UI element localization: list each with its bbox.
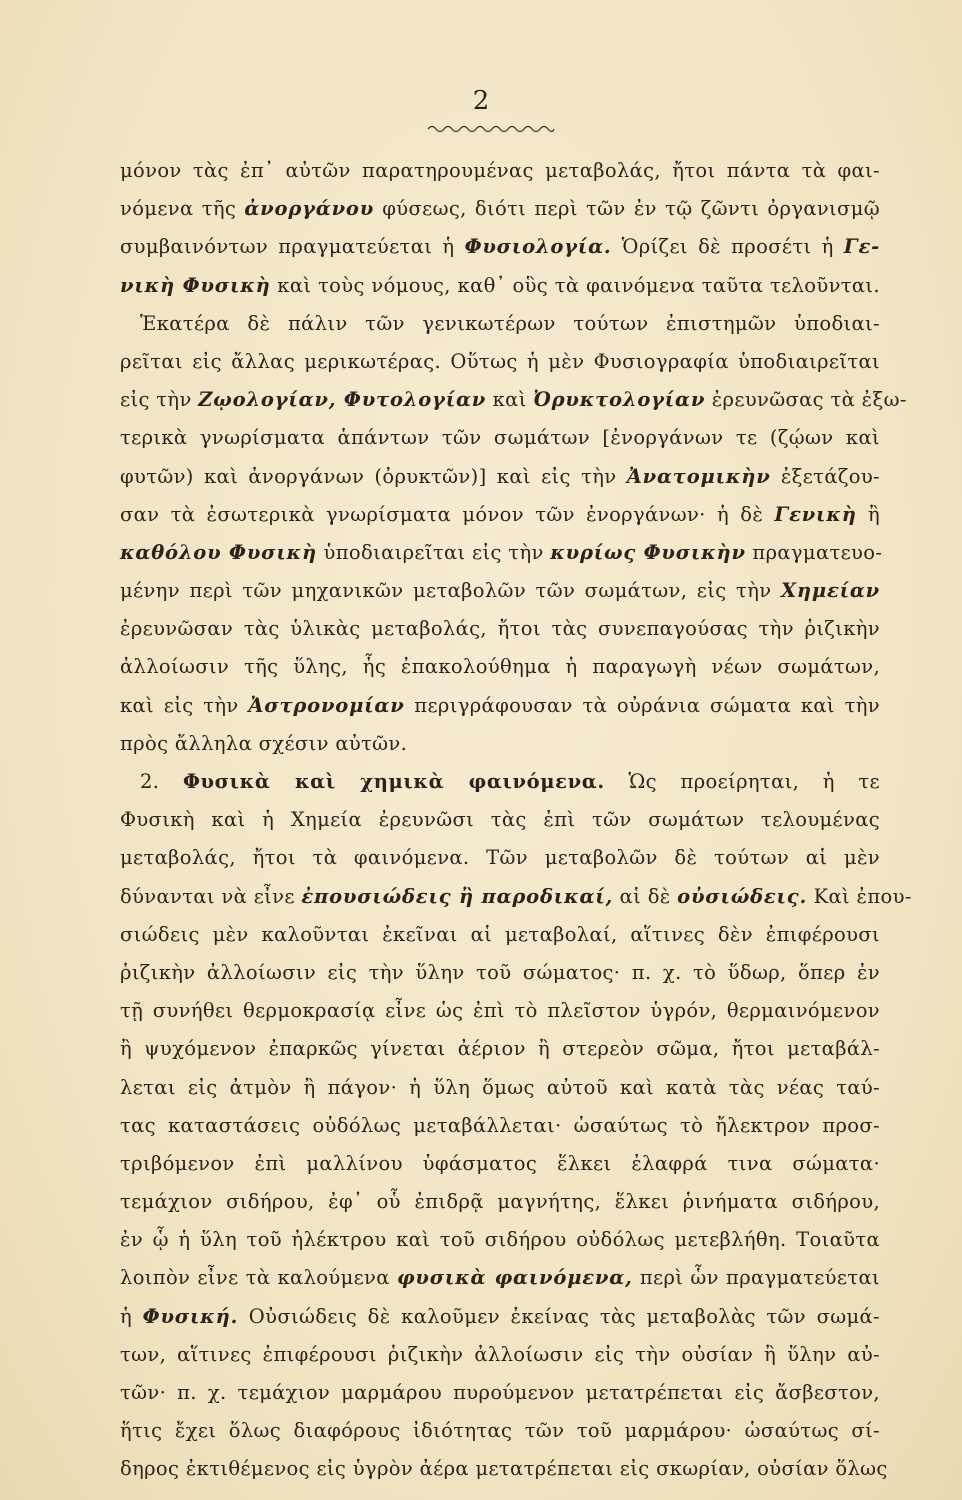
- emphasis-term: ἀνοργάνου: [244, 197, 375, 221]
- text-run: περιγράφουσαν τὰ οὐράνια σώματα καὶ τὴν: [404, 693, 880, 717]
- text-line: [120, 1030, 880, 1068]
- text-run: δύνανται νὰ εἶνε: [120, 884, 302, 908]
- page-number: 2: [472, 86, 490, 116]
- emphasis-term: Ὀρυκτολογίαν: [533, 388, 706, 412]
- text-line: [120, 916, 880, 954]
- text-run: των, αἵτινες ἐπιφέρουσι ῥιζικὴν ἀλλοίωσιν εἰς τὴν οὐσίαν ἢ ὕλην αὐ-: [120, 1342, 880, 1366]
- text-line: [120, 458, 880, 496]
- text-run: τῇ συνήθει θερμοκρασίᾳ εἶνε ὡς ἐπὶ τὸ πλεῖστον ὑγρόν, θερμαινόμενον: [120, 999, 880, 1023]
- text-line: [120, 763, 880, 801]
- text-run: σαν τὰ ἐσωτερικὰ γνωρίσματα μόνον τῶν ἐνοργάνων· ἡ δὲ: [120, 502, 775, 526]
- text-line: [120, 1183, 880, 1221]
- text-line: [120, 572, 880, 610]
- text-line: [120, 610, 880, 648]
- text-run: ἥτις ἔχει ὅλως διαφόρους ἰδιότητας τῶν τοῦ μαρμάρου· ὡσαύτως σί-: [120, 1419, 880, 1443]
- text-run: λεται εἰς ἀτμὸν ἢ πάγον· ἡ ὕλη ὅμως αὐτοῦ καὶ κατὰ τὰς νέας ταύ-: [120, 1075, 880, 1099]
- text-run: σιώδεις μὲν καλοῦνται ἐκεῖναι αἱ μεταβολαί, αἵτινες δὲν ἐπιφέρουσι: [120, 922, 880, 946]
- text-line: [120, 496, 880, 534]
- emphasis-term: ἐπουσιώδεις ἢ παροδικαί,: [301, 884, 614, 908]
- text-line: [120, 992, 880, 1030]
- text-run: λοιπὸν εἶνε τὰ καλούμενα: [120, 1266, 397, 1290]
- text-run: τεμάχιον σιδήρου, ἐφ᾽ οὗ ἐπιδρᾷ μαγνήτης, ἕλκει ῥινήματα σιδήρου,: [120, 1190, 880, 1214]
- emphasis-term: Γενικὴ: [774, 502, 857, 526]
- text-run: καὶ εἰς τὴν: [120, 693, 249, 717]
- text-run: μεταβολάς, ἤτοι τὰ φαινόμενα. Τῶν μεταβολῶν δὲ τούτων αἱ μὲν: [120, 846, 880, 870]
- text-line: [120, 687, 880, 725]
- text-run: ρεῖται εἰς ἄλλας μερικωτέρας. Οὕτως ἡ μὲν Φυσιογραφία ὑποδιαιρεῖται: [120, 349, 880, 373]
- text-run: μόνον τὰς ἐπ᾽ αὐτῶν παρατηρουμένας μεταβολάς, ἤτοι πάντα τὰ φαι-: [120, 159, 880, 182]
- text-line: [120, 1336, 880, 1374]
- text-line: [120, 1450, 888, 1488]
- text-line: [120, 954, 880, 992]
- emphasis-term: Φυσική.: [142, 1304, 239, 1328]
- text-run: μένην περὶ τῶν μηχανικῶν μεταβολῶν τῶν σωμάτων, εἰς τὴν: [120, 579, 781, 603]
- text-line: [120, 1259, 880, 1297]
- text-line: [120, 267, 880, 305]
- text-run: ὑποδιαιρεῖται εἰς τὴν: [316, 540, 551, 564]
- emphasis-term: κυρίως Φυσικὴν: [550, 540, 746, 564]
- text-line: [120, 648, 880, 686]
- text-line: [120, 1069, 880, 1107]
- text-run: ἢ: [856, 502, 880, 526]
- text-run: 2.: [140, 770, 183, 793]
- emphasis-term: Ἀστρονομίαν: [248, 693, 405, 717]
- text-line: [120, 343, 880, 381]
- text-run: Φυσικὴ καὶ ἡ Χημεία ἐρευνῶσι τὰς ἐπὶ τῶν σωμάτων τελουμένας: [120, 808, 880, 832]
- text-run: πραγματευο-: [745, 540, 883, 564]
- text-line: [120, 305, 880, 343]
- text-line: [120, 1298, 880, 1336]
- text-run: Οὐσιώδεις δὲ καλοῦμεν ἐκείνας τὰς μεταβολὰς τῶν σωμά-: [238, 1304, 880, 1328]
- text-line: [120, 725, 880, 763]
- text-line: [120, 228, 880, 266]
- wavy-rule-ornament: [426, 122, 556, 136]
- text-line: [120, 534, 883, 572]
- body-text: [120, 152, 912, 1489]
- text-run: πρὸς ἄλληλα σχέσιν αὐτῶν.: [120, 731, 408, 755]
- emphasis-term: φυσικὰ φαινόμενα,: [396, 1266, 633, 1290]
- text-line: [120, 190, 880, 228]
- text-run: Καὶ ἐπου-: [807, 884, 912, 908]
- text-run: καὶ τοὺς νόμους, καθ᾽ οὓς τὰ φαινόμενα ταῦτα τελοῦνται.: [270, 273, 880, 297]
- text-run: τας καταστάσεις οὐδόλως μεταβάλλεται· ὡσαύτως τὸ ἤλεκτρον προσ-: [120, 1113, 880, 1137]
- text-line: [120, 381, 907, 419]
- text-run: τῶν· π. χ. τεμάχιον μαρμάρου πυρούμενον μετατρέπεται εἰς ἄσβεστον,: [120, 1381, 880, 1404]
- text-run: τερικὰ γνωρίσματα ἁπάντων τῶν σωμάτων [ἐνοργάνων τε (ζῴων καὶ: [120, 426, 880, 450]
- text-run: ῥιζικὴν ἀλλοίωσιν εἰς τὴν ὕλην τοῦ σώματος· π. χ. τὸ ὕδωρ, ὅπερ ἐν: [120, 960, 880, 984]
- text-run: ἐξετάζου-: [770, 464, 880, 488]
- text-run: καὶ: [486, 388, 534, 412]
- emphasis-term: Ζῳολογίαν, Φυτολογίαν: [198, 388, 487, 412]
- emphasis-term: Χημείαν: [780, 579, 880, 603]
- emphasis-term: Ἀνατομικὴν: [626, 464, 771, 488]
- text-line: [120, 1107, 880, 1145]
- text-run: Ἑκατέρα δὲ πάλιν τῶν γενικωτέρων τούτων ἐπιστημῶν ὑποδιαι-: [140, 311, 880, 335]
- text-run: ἡ: [120, 1304, 143, 1328]
- text-line: [120, 1374, 880, 1412]
- text-run: εἰς τὴν: [120, 388, 199, 412]
- text-run: Ὡς προείρηται, ἡ τε: [604, 770, 880, 793]
- emphasis-term: καθόλου Φυσικὴ: [120, 540, 317, 564]
- emphasis-term: Γε-: [843, 235, 880, 259]
- emphasis-term: νικὴ Φυσικὴ: [120, 273, 271, 297]
- text-line: [120, 1145, 880, 1183]
- text-run: Ὁρίζει δὲ προσέτι ἡ: [611, 235, 844, 259]
- emphasis-term: Φυσιολογία.: [464, 235, 612, 259]
- text-run: ἐρευνῶσας τὰ ἐξω-: [705, 388, 907, 412]
- text-run: ἐν ᾧ ἡ ὕλη τοῦ ἠλέκτρου καὶ τοῦ σιδήρου οὐδόλως μετεβλήθη. Τοιαῦτα: [120, 1228, 880, 1252]
- text-line: [120, 839, 880, 877]
- text-line: [120, 419, 880, 457]
- text-line: [120, 1412, 880, 1450]
- text-run: ἀλλοίωσιν τῆς ὕλης, ἧς ἐπακολούθημα ἡ παραγωγὴ νέων σωμάτων,: [120, 655, 880, 679]
- text-run: περὶ ὧν πραγματεύεται: [632, 1266, 880, 1290]
- emphasis-term: οὐσιώδεις.: [677, 884, 808, 908]
- text-run: φύσεως, διότι περὶ τῶν ἐν τῷ ζῶντι ὀργανισμῷ: [374, 197, 880, 221]
- text-run: συμβαινόντων πραγματεύεται ἡ: [120, 235, 465, 259]
- text-run: αἱ δὲ: [613, 884, 678, 908]
- text-line: [120, 801, 880, 839]
- text-run: φυτῶν) καὶ ἀνοργάνων (ὀρυκτῶν)] καὶ εἰς τὴν: [120, 464, 627, 488]
- text-line: [120, 152, 880, 190]
- section-heading: Φυσικὰ καὶ χημικὰ φαινόμενα.: [182, 770, 605, 793]
- text-run: τριβόμενον ἐπὶ μαλλίνου ὑφάσματος ἕλκει ἐλαφρά τινα σώματα·: [120, 1151, 880, 1175]
- text-run: νόμενα τῆς: [120, 197, 245, 221]
- text-line: [120, 1221, 880, 1259]
- text-run: ἢ ψυχόμενον ἐπαρκῶς γίνεται ἀέριον ἢ στερεὸν σῶμα, ἤτοι μεταβάλ-: [120, 1037, 880, 1061]
- text-run: δηρος ἐκτιθέμενος εἰς ὑγρὸν ἀέρα μετατρέπεται εἰς σκωρίαν, οὐσίαν ὅλως: [120, 1457, 888, 1481]
- text-run: ἐρευνῶσαν τὰς ὑλικὰς μεταβολάς, ἤτοι τὰς συνεπαγούσας τὴν ῥιζικὴν: [120, 617, 880, 641]
- text-line: [120, 878, 912, 916]
